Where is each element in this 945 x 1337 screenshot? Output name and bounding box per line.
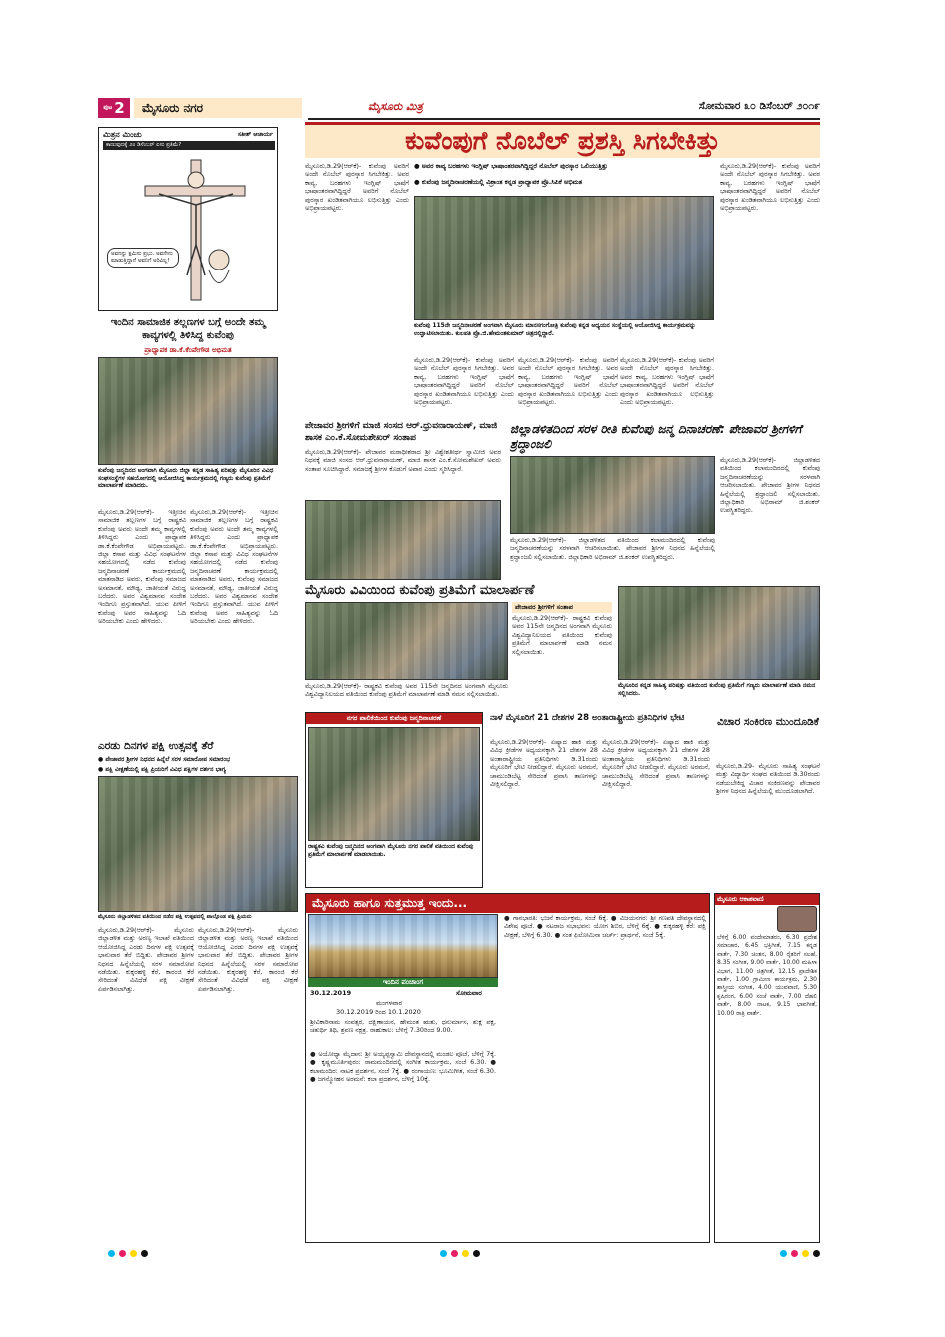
vichara-headline: ವಿಚಾರ ಸಂಕಿರಣ ಮುಂದೂಡಿಕೆ xyxy=(717,716,819,728)
uni-tag: ಪೇಜಾವರ ಶ್ರೀಗಳಿಗೆ ಸಂತಾಪ xyxy=(512,602,612,613)
cartoon-title: ಮಿತ್ರನ ಮಿಂಚು xyxy=(103,130,142,139)
palace-photo xyxy=(308,914,498,978)
main-photo xyxy=(414,196,714,320)
registration-marks-left xyxy=(108,1250,148,1257)
masthead: ಮೈಸೂರು ಮಿತ್ರ xyxy=(368,100,423,113)
radio-box xyxy=(714,893,820,1243)
registration-marks-right xyxy=(780,1250,820,1257)
page-badge xyxy=(98,98,130,118)
main-bullet-2: ● ಕುವೆಂಪು ಜನ್ಮದಿನಾಚರಣೆಯಲ್ಲಿ ವಿಶ್ರಾಂತ ಕನ್ನಡ ಪ್ರಾಧ್ಯಾಪಕ ಪ್ರೊ.ಸಿಪಿಕೆ ಅಭಿಮತ xyxy=(414,178,583,186)
yellow-dot xyxy=(462,1250,469,1257)
today-header: ಮೈಸೂರು ಹಾಗೂ ಸುತ್ತಮುತ್ತ ಇಂದು... xyxy=(306,894,709,913)
district-body-col2: ಮೈಸೂರು,ಡಿ.29(ಆರ್‌ಕೆ)- ಜಿಲ್ಲಾಡಳಿತದ ವತಿಯಿಂದ ಕಲಾಮಂದಿರದಲ್ಲಿ ಕುವೆಂಪು ಜನ್ಮದಿನಾಚರಣೆಯನ್ನು ಸರಳವಾಗಿ ಆಚರಿಸಲಾಯಿತು. ಪೇಜಾವರ ಶ್ರೀಗಳ ನಿಧನದ ಹಿನ್ನೆಲೆಯಲ್ಲಿ ಶ್ರದ್ಧಾಂಜಲಿ ಸಲ್ಲಿಸಲಾಯಿತು. ಜಿಲ್ಲಾಧಿಕಾರಿ ಅಭಿರಾಮ್ ಜಿ.ಶಂಕರ್ ಉಪಸ್ಥಿತರಿದ್ದರು. xyxy=(720,456,820,515)
page-badge-label: ಪುಟ xyxy=(103,104,113,111)
main-lead: ಮೈಸೂರು,ಡಿ.29(ಆರ್‌ಕೆ)- ಕುವೆಂಪು ಅವರಿಗೆ ಅಂದೇ ನೊಬೆಲ್ ಪುರಸ್ಕಾರ ಸಿಗಬೇಕಿತ್ತು. ಅವರ ಕಾವ್ಯ, ಬರಹಗಳು ಇಂಗ್ಲಿಷ್ ಭಾಷೆಗೆ ಭಾಷಾಂತರವಾಗಿದ್ದಿದ್ದರೆ ಅವರಿಗೆ ನೊಬೆಲ್ ಪುರಸ್ಕಾರ ಖಂಡಿತವಾಗಿಯೂ ಲಭಿಸುತ್ತಿತ್ತು ಎಂದು ಅಭಿಪ್ರಾಯಪಟ್ಟರು. xyxy=(305,162,409,213)
header-rule xyxy=(308,118,820,120)
cartoon-drawing xyxy=(99,150,277,310)
magenta-dot xyxy=(119,1250,126,1257)
intl-headline: ನಾಳೆ ಮೈಸೂರಿಗೆ 21 ದೇಶಗಳ 28 ಅಂತಾರಾಷ್ಟ್ರೀಯ ಪ್ರತಿನಿಧಿಗಳ ಭೇಟಿ xyxy=(490,713,685,723)
pejawar-headline: ಪೇಜಾವರ ಶ್ರೀಗಳಿಗೆ ಮಾಜಿ ಸಂಸದ ಆರ್.ಧ್ರುವನಾರಾಯಣ್, ಮಾಜಿ ಶಾಸಕ ಎಂ.ಕೆ.ಸೋಮಶೇಖರ್ ಸಂತಾಪ xyxy=(305,421,498,443)
district-headline: ಜಿಲ್ಲಾಡಳಿತದಿಂದ ಸರಳ ರೀತಿ ಕುವೆಂಪು ಜನ್ಮ ದಿನಾಚರಣೆ: ಪೇಜಾವರ ಶ್ರೀಗಳಿಗೆ ಶ್ರದ್ಧಾಂಜಲಿ xyxy=(510,422,802,451)
today-box xyxy=(305,893,710,1243)
uni-photo-right xyxy=(618,586,820,680)
main-body-col4: ಮೈಸೂರು,ಡಿ.29(ಆರ್‌ಕೆ)- ಕುವೆಂಪು ಅವರಿಗೆ ಅಂದೇ ನೊಬೆಲ್ ಪುರಸ್ಕಾರ ಸಿಗಬೇಕಿತ್ತು. ಅವರ ಕಾವ್ಯ, ಬರಹಗಳು ಇಂಗ್ಲಿಷ್ ಭಾಷೆಗೆ ಭಾಷಾಂತರವಾಗಿದ್ದಿದ್ದರೆ ಅವರಿಗೆ ನೊಬೆಲ್ ಪುರಸ್ಕಾರ ಖಂಡಿತವಾಗಿಯೂ ಲಭಿಸುತ್ತಿತ್ತು ಎಂದು ಅಭಿಪ್ರಾಯಪಟ್ಟರು. xyxy=(620,356,714,407)
nagar-box xyxy=(305,712,483,888)
panchanga-date: 30.12.2019 xyxy=(310,989,352,997)
nagar-box-title: ನಗರ ಪಾಲಿಕೆಯಿಂದ ಕುವೆಂಪು ಜನ್ಮದಿನಾಚರಣೆ xyxy=(306,713,482,724)
panchanga-body: ಶ್ರೀವಿಕಾರಿನಾಮ ಸಂವತ್ಸರ, ದಕ್ಷಿಣಾಯನ, ಹೇಮಂತ ಋತು, ಧನುರ್ಮಾಸ, ಶುಕ್ಲ ಪಕ್ಷ, ಚತುರ್ಥಿ ತಿಥಿ, ಶ್ರವಣ ನಕ್ಷತ್ರ. ರಾಹುಕಾಲ: ಬೆಳಿಗ್ಗೆ 7.30ರಿಂದ 9.00. xyxy=(310,1018,496,1035)
left-story-body-col2: ಮೈಸೂರು,ಡಿ.29(ಆರ್‌ಕೆ)- ಇತ್ತೀಚಿನ ಸಾಮಾಜಿಕ ತಲ್ಲಣಗಳ ಬಗ್ಗೆ ರಾಷ್ಟ್ರಕವಿ ಕುವೆಂಪು ಅವರು ಅಂದೇ ತಮ್ಮ ಕಾವ್ಯಗಳಲ್ಲಿ ತಿಳಿಸಿದ್ದರು ಎಂದು ಪ್ರಾಧ್ಯಾಪಕ ಡಾ.ಕೆ.ಕೆಂಪೇಗೌಡ ಅಭಿಪ್ರಾಯಪಟ್ಟರು. ಜಿಲ್ಲಾ ಕಸಾಪ ಮತ್ತು ವಿವಿಧ ಸಂಘಟನೆಗಳ ಸಹಯೋಗದಲ್ಲಿ ನಡೆದ ಕುವೆಂಪು ಜನ್ಮದಿನಾಚರಣೆ ಕಾರ್ಯಕ್ರಮದಲ್ಲಿ ಮಾತನಾಡಿದ ಅವರು, ಕುವೆಂಪು ಸಮಾಜದ ಅಸಮಾನತೆ, ಮೌಢ್ಯ, ಜಾತೀಯತೆ ವಿರುದ್ಧ ಬರೆದರು. ಅವರ ವಿಶ್ವಮಾನವ ಸಂದೇಶ ಇಂದಿಗೂ ಪ್ರಸ್ತುತವಾಗಿದೆ. ಯುವ ಪೀಳಿಗೆ ಕುವೆಂಪು ಅವರ ಸಾಹಿತ್ಯವನ್ನು ಓದಿ ಅರಿಯಬೇಕು ಎಂದು ಹೇಳಿದರು. xyxy=(190,508,278,626)
panchanga-weekday: ಸೋಮವಾರ xyxy=(456,989,482,997)
two-days-bullet-2: ● ಪಕ್ಷಿ ವೀಕ್ಷಣೆಯಲ್ಲಿ ಪಕ್ಷಿ ಪ್ರಿಯರಿಗೆ ವಿವಿಧ ಪಕ್ಷಿಗಳ ದರ್ಶನ ಭಾಗ್ಯ xyxy=(98,766,226,773)
uni-photo-right-caption: ಮೈಸೂರಿನ ಕನ್ನಡ ಸಾಹಿತ್ಯ ಪರಿಷತ್ತು ವತಿಯಿಂದ ಕುವೆಂಪು ಪ್ರತಿಮೆಗೆ ಗಣ್ಯರು ಮಾಲಾರ್ಪಣೆ ಮಾಡಿ ನಮನ ಸಲ್ಲಿಸಿದರು. xyxy=(618,682,816,697)
two-days-body: ಮೈಸೂರು,ಡಿ.29(ಆರ್‌ಕೆ)- ಮೈಸೂರು ಜಿಲ್ಲಾಡಳಿತ ಮತ್ತು ಅರಣ್ಯ ಇಲಾಖೆ ವತಿಯಿಂದ ಆಯೋಜಿಸಿದ್ದ ಎರಡು ದಿನಗಳ ಪಕ್ಷಿ ಉತ್ಸವಕ್ಕೆ ಭಾನುವಾರ ತೆರೆ ಬಿದ್ದಿತು. ಪೇಜಾವರ ಶ್ರೀಗಳ ನಿಧನದ ಹಿನ್ನೆಲೆಯಲ್ಲಿ ಸರಳ ಸಮಾರೋಪ ನಡೆಯಿತು. ಕುಕ್ಕರಹಳ್ಳಿ ಕೆರೆ, ಕಾರಂಜಿ ಕೆರೆ ಸೇರಿದಂತೆ ವಿವಿಧೆಡೆ ಪಕ್ಷಿ ವೀಕ್ಷಣೆ ಏರ್ಪಡಿಸಲಾಗಿತ್ತು. xyxy=(98,926,194,993)
left-story-photo-caption: ಕುವೆಂಪು ಜನ್ಮದಿನದ ಅಂಗವಾಗಿ ಮೈಸೂರು ಜಿಲ್ಲಾ ಕನ್ನಡ ಸಾಹಿತ್ಯ ಪರಿಷತ್ತು ಮೈಸೂರಿನ ವಿವಿಧ ಸಂಘಸಂಸ್ಥೆಗಳ ಸಹಯೋಗದಲ್ಲಿ ಆಯೋಜಿಸಿದ್ದ ಕಾರ್ಯಕ್ರಮದಲ್ಲಿ ಗಣ್ಯರು ಕುವೆಂಪು ಪ್ರತಿಮೆಗೆ ಮಾಲಾರ್ಪಣೆ ಮಾಡಿದರು. xyxy=(98,467,274,489)
two-days-bullet-1: ● ಪೇಜಾವರ ಶ್ರೀಗಳ ನಿಧನದ ಹಿನ್ನೆಲೆ ಸರಳ ಸಮಾರೋಪ ಸಮಾರಂಭ xyxy=(98,756,231,763)
cartoon-speech: ಅವನನ್ನು ಕ್ಷಮಿಸು ಪ್ರಭು. ಅವನೇನು ಮಾಡುತ್ತಿದ್ದಾನೆ ಅವನಿಗೆ ಅರಿವಿಲ್ಲ! xyxy=(107,248,179,268)
section-title: ಮೈಸೂರು ನಗರ xyxy=(134,98,302,118)
two-days-headline: ಎರಡು ದಿನಗಳ ಪಕ್ಷಿ ಉತ್ಸವಕ್ಕೆ ತೆರೆ xyxy=(98,740,214,752)
main-body-col3: ಮೈಸೂರು,ಡಿ.29(ಆರ್‌ಕೆ)- ಕುವೆಂಪು ಅವರಿಗೆ ಅಂದೇ ನೊಬೆಲ್ ಪುರಸ್ಕಾರ ಸಿಗಬೇಕಿತ್ತು. ಅವರ ಕಾವ್ಯ, ಬರಹಗಳು ಇಂಗ್ಲಿಷ್ ಭಾಷೆಗೆ ಭಾಷಾಂತರವಾಗಿದ್ದಿದ್ದರೆ ಅವರಿಗೆ ನೊಬೆಲ್ ಪುರಸ್ಕಾರ ಖಂಡಿತವಾಗಿಯೂ ಲಭಿಸುತ್ತಿತ್ತು ಎಂದು ಅಭಿಪ್ರಾಯಪಟ್ಟರು. xyxy=(518,356,618,407)
two-days-photo xyxy=(98,776,298,912)
cartoon-caption: ಕಾಣುವುದಕ್ಕೆ ೨೮ ಡಿಸೆಂಬರ್ ಏಸು ಪ್ರತಿಮೆ? xyxy=(103,141,275,150)
main-body-col5: ಮೈಸೂರು,ಡಿ.29(ಆರ್‌ಕೆ)- ಕುವೆಂಪು ಅವರಿಗೆ ಅಂದೇ ನೊಬೆಲ್ ಪುರಸ್ಕಾರ ಸಿಗಬೇಕಿತ್ತು. ಅವರ ಕಾವ್ಯ, ಬರಹಗಳು ಇಂಗ್ಲಿಷ್ ಭಾಷೆಗೆ ಭಾಷಾಂತರವಾಗಿದ್ದಿದ್ದರೆ ಅವರಿಗೆ ನೊಬೆಲ್ ಪುರಸ್ಕಾರ ಖಂಡಿತವಾಗಿಯೂ ಲಭಿಸುತ್ತಿತ್ತು ಎಂದು ಅಭಿಪ್ರಾಯಪಟ್ಟರು. xyxy=(720,162,820,213)
two-days-body-col2: ಮೈಸೂರು,ಡಿ.29(ಆರ್‌ಕೆ)- ಮೈಸೂರು ಜಿಲ್ಲಾಡಳಿತ ಮತ್ತು ಅರಣ್ಯ ಇಲಾಖೆ ವತಿಯಿಂದ ಆಯೋಜಿಸಿದ್ದ ಎರಡು ದಿನಗಳ ಪಕ್ಷಿ ಉತ್ಸವಕ್ಕೆ ಭಾನುವಾರ ತೆರೆ ಬಿದ್ದಿತು. ಪೇಜಾವರ ಶ್ರೀಗಳ ನಿಧನದ ಹಿನ್ನೆಲೆಯಲ್ಲಿ ಸರಳ ಸಮಾರೋಪ ನಡೆಯಿತು. ಕುಕ್ಕರಹಳ್ಳಿ ಕೆರೆ, ಕಾರಂಜಿ ಕೆರೆ ಸೇರಿದಂತೆ ವಿವಿಧೆಡೆ ಪಕ್ಷಿ ವೀಕ್ಷಣೆ ಏರ್ಪಡಿಸಲಾಗಿತ್ತು. xyxy=(198,926,298,993)
page-header xyxy=(98,96,820,120)
radio-icon xyxy=(777,906,817,932)
left-story-headline: ಇಂದಿನ ಸಾಮಾಜಿಕ ತಲ್ಲಣಗಳ ಬಗ್ಗೆ ಅಂದೇ ತಮ್ಮ ಕಾವ್ಯಗಳಲ್ಲಿ ತಿಳಿಸಿದ್ದ ಕುವೆಂಪು xyxy=(110,317,266,341)
district-body: ಮೈಸೂರು,ಡಿ.29(ಆರ್‌ಕೆ)- ಜಿಲ್ಲಾಡಳಿತದ ವತಿಯಿಂದ ಕಲಾಮಂದಿರದಲ್ಲಿ ಕುವೆಂಪು ಜನ್ಮದಿನಾಚರಣೆಯನ್ನು ಸರಳವಾಗಿ ಆಚರಿಸಲಾಯಿತು. ಪೇಜಾವರ ಶ್ರೀಗಳ ನಿಧನದ ಹಿನ್ನೆಲೆಯಲ್ಲಿ ಶ್ರದ್ಧಾಂಜಲಿ ಸಲ್ಲಿಸಲಾಯಿತು. ಜಿಲ್ಲಾಧಿಕಾರಿ ಅಭಿರಾಮ್ ಜಿ.ಶಂಕರ್ ಉಪಸ್ಥಿತರಿದ್ದರು. xyxy=(510,536,715,561)
yellow-dot xyxy=(802,1250,809,1257)
page-number: 2 xyxy=(114,99,125,117)
yellow-dot xyxy=(130,1250,137,1257)
registration-marks-center xyxy=(440,1250,480,1257)
magenta-dot xyxy=(451,1250,458,1257)
main-bullet-1: ● ಅವರ ಕಾವ್ಯ ಬರಹಗಳು ಇಂಗ್ಲಿಷ್ ಭಾಷಾಂತರವಾಗಿದ್ದಿದ್ದರೆ ನೊಬೆಲ್ ಪುರಸ್ಕಾರ ಒಲಿಯುತ್ತಿತ್ತು xyxy=(414,162,608,170)
pejawar-body: ಮೈಸೂರು,ಡಿ.29(ಆರ್‌ಕೆ)- ಪೇಜಾವರ ಮಠಾಧೀಶರಾದ ಶ್ರೀ ವಿಶ್ವೇಶತೀರ್ಥ ಸ್ವಾಮೀಜಿ ಅವರ ನಿಧನಕ್ಕೆ ಮಾಜಿ ಸಂಸದ ಆರ್.ಧ್ರುವನಾರಾಯಣ್, ಮಾಜಿ ಶಾಸಕ ಎಂ.ಕೆ.ಸೋಮಶೇಖರ್ ಅವರು ಸಂತಾಪ ಸೂಚಿಸಿದ್ದಾರೆ. ಸಮಾಜಕ್ಕೆ ಶ್ರೀಗಳ ಕೊಡುಗೆ ಅಪಾರ ಎಂದು ಸ್ಮರಿಸಿದ್ದಾರೆ. xyxy=(305,448,501,473)
radio-title: ಮೈಸೂರು ಆಕಾಶವಾಣಿ xyxy=(715,894,819,905)
panchanga-range: 30.12.2019 ರಿಂದ 10.1.2020 xyxy=(336,1008,421,1016)
main-headline: ಕುವೆಂಪುಗೆ ನೊಬೆಲ್ ಪ್ರಶಸ್ತಿ ಸಿಗಬೇಕಿತ್ತು xyxy=(305,122,820,158)
two-days-photo-caption: ಮೈಸೂರು ಜಿಲ್ಲಾಡಳಿತದ ವತಿಯಿಂದ ನಡೆದ ಪಕ್ಷಿ ಉತ್ಸವದಲ್ಲಿ ಪಾಲ್ಗೊಂಡ ಪಕ್ಷಿ ಪ್ರಿಯರು xyxy=(98,914,252,920)
nagar-photo-caption: ರಾಷ್ಟ್ರಕವಿ ಕುವೆಂಪು ಜನ್ಮದಿನದ ಅಂಗವಾಗಿ ಮೈಸೂರು ನಗರ ಪಾಲಿಕೆ ವತಿಯಿಂದ ಕುವೆಂಪು ಪ್ರತಿಮೆಗೆ ಮಾಲಾರ್ಪಣೆ ಮಾಡಲಾಯಿತು. xyxy=(308,843,474,858)
intl-body-col2: ಮೈಸೂರು,ಡಿ.29(ಆರ್‌ಕೆ)- ಏಷ್ಯಾದ ಹಾಕಿ ಮತ್ತು ವಿವಿಧ ಕ್ರೀಡೆಗಳ ಅಧ್ಯಯನಕ್ಕಾಗಿ 21 ದೇಶಗಳ 28 ಅಂತಾರಾಷ್ಟ್ರೀಯ ಪ್ರತಿನಿಧಿಗಳು ಡಿ.31ರಂದು ಮೈಸೂರಿಗೆ ಭೇಟಿ ನೀಡಲಿದ್ದಾರೆ. ಮೈಸೂರು ಅರಮನೆ, ಚಾಮುಂಡಿಬೆಟ್ಟ ಸೇರಿದಂತೆ ಪ್ರವಾಸಿ ತಾಣಗಳನ್ನು ವೀಕ್ಷಿಸಲಿದ್ದಾರೆ. xyxy=(602,738,710,789)
cartoon-box xyxy=(98,127,278,311)
cartoon-author: ಸತೀಶ್ ಆಚಾರ್ಯ xyxy=(237,131,273,138)
main-photo-caption: ಕುವೆಂಪು 115ನೇ ಜನ್ಮದಿನಾಚರಣೆ ಅಂಗವಾಗಿ ಮೈಸೂರು ಮಾನಸಗಂಗೋತ್ರಿ ಕುವೆಂಪು ಕನ್ನಡ ಅಧ್ಯಯನ ಸಂಸ್ಥೆಯಲ್ಲಿ ಆಯೋಜಿಸಿದ್ದ ಕಾರ್ಯಕ್ರಮವನ್ನು ಉದ್ಘಾಟಿಸಲಾಯಿತು. ಕುಲಪತಿ ಪ್ರೊ.ಜಿ.ಹೇಮಂತಕುಮಾರ್ ಚಿತ್ರದಲ್ಲಿದ್ದಾರೆ. xyxy=(414,322,696,337)
main-body-col2: ಮೈಸೂರು,ಡಿ.29(ಆರ್‌ಕೆ)- ಕುವೆಂಪು ಅವರಿಗೆ ಅಂದೇ ನೊಬೆಲ್ ಪುರಸ್ಕಾರ ಸಿಗಬೇಕಿತ್ತು. ಅವರ ಕಾವ್ಯ, ಬರಹಗಳು ಇಂಗ್ಲಿಷ್ ಭಾಷೆಗೆ ಭಾಷಾಂತರವಾಗಿದ್ದಿದ್ದರೆ ಅವರಿಗೆ ನೊಬೆಲ್ ಪುರಸ್ಕಾರ ಖಂಡಿತವಾಗಿಯೂ ಲಭಿಸುತ್ತಿತ್ತು ಎಂದು ಅಭಿಪ್ರಾಯಪಟ್ಟರು. xyxy=(414,356,514,407)
vichara-body: ಮೈಸೂರು,ಡಿ.29- ಮೈಸೂರು ಸಾಹಿತ್ಯ ಸಂಘಟನೆ ಮತ್ತು ವಿದ್ಯಾರ್ಥಿ ಸಂಘದ ವತಿಯಿಂದ ಡಿ.30ರಂದು ನಡೆಯಬೇಕಿದ್ದ ವಿಚಾರ ಸಂಕಿರಣವನ್ನು ಪೇಜಾವರ ಶ್ರೀಗಳ ನಿಧನದ ಹಿನ್ನೆಲೆಯಲ್ಲಿ ಮುಂದೂಡಲಾಗಿದೆ. xyxy=(716,762,820,796)
events-col-2: ● ಗಾನಭಾರತಿ: ಭಜನೆ ಕಾರ್ಯಕ್ರಮ, ಸಂಜೆ 6ಕ್ಕೆ. ● ವಿಜಯನಗರ: ಶ್ರೀ ಗಣಪತಿ ದೇವಸ್ಥಾನದಲ್ಲಿ ವಿಶೇಷ ಪೂಜೆ. ● ನಟರಾಜ ಸಭಾಭವನ: ಯೋಗ ಶಿಬಿರ, ಬೆಳಿಗ್ಗೆ 6ಕ್ಕೆ. ● ಕುಕ್ಕರಹಳ್ಳಿ ಕೆರೆ: ಪಕ್ಷಿ ವೀಕ್ಷಣೆ, ಬೆಳಿಗ್ಗೆ 6.30. ● ಸಂತ ಫಿಲೋಮಿನಾ ಚರ್ಚ್: ಪ್ರಾರ್ಥನೆ, ಸಂಜೆ 5ಕ್ಕೆ. xyxy=(504,914,706,939)
cyan-dot xyxy=(440,1250,447,1257)
uni-photo xyxy=(305,602,508,680)
panchanga-title: ಇಂದಿನ ಪಂಚಾಂಗ xyxy=(308,978,498,987)
black-dot xyxy=(473,1250,480,1257)
left-story-photo xyxy=(98,357,278,465)
district-photo xyxy=(510,456,715,534)
black-dot xyxy=(813,1250,820,1257)
uni-headline: ಮೈಸೂರು ವಿವಿಯಿಂದ ಕುವೆಂಪು ಪ್ರತಿಮೆಗೆ ಮಾಲಾರ್ಪಣೆ xyxy=(305,583,535,598)
issue-date: ಸೋಮವಾರ ೩೦ ಡಿಸೆಂಬರ್ ೨೦೧೯ xyxy=(698,100,820,112)
pejawar-photo xyxy=(305,500,501,580)
left-story-body: ಮೈಸೂರು,ಡಿ.29(ಆರ್‌ಕೆ)- ಇತ್ತೀಚಿನ ಸಾಮಾಜಿಕ ತಲ್ಲಣಗಳ ಬಗ್ಗೆ ರಾಷ್ಟ್ರಕವಿ ಕುವೆಂಪು ಅವರು ಅಂದೇ ತಮ್ಮ ಕಾವ್ಯಗಳಲ್ಲಿ ತಿಳಿಸಿದ್ದರು ಎಂದು ಪ್ರಾಧ್ಯಾಪಕ ಡಾ.ಕೆ.ಕೆಂಪೇಗೌಡ ಅಭಿಪ್ರಾಯಪಟ್ಟರು. ಜಿಲ್ಲಾ ಕಸಾಪ ಮತ್ತು ವಿವಿಧ ಸಂಘಟನೆಗಳ ಸಹಯೋಗದಲ್ಲಿ ನಡೆದ ಕುವೆಂಪು ಜನ್ಮದಿನಾಚರಣೆ ಕಾರ್ಯಕ್ರಮದಲ್ಲಿ ಮಾತನಾಡಿದ ಅವರು, ಕುವೆಂಪು ಸಮಾಜದ ಅಸಮಾನತೆ, ಮೌಢ್ಯ, ಜಾತೀಯತೆ ವಿರುದ್ಧ ಬರೆದರು. ಅವರ ವಿಶ್ವಮಾನವ ಸಂದೇಶ ಇಂದಿಗೂ ಪ್ರಸ್ತುತವಾಗಿದೆ. ಯುವ ಪೀಳಿಗೆ ಕುವೆಂಪು ಅವರ ಸಾಹಿತ್ಯವನ್ನು ಓದಿ ಅರಿಯಬೇಕು ಎಂದು ಹೇಳಿದರು. xyxy=(98,508,186,626)
magenta-dot xyxy=(791,1250,798,1257)
nagar-photo xyxy=(308,727,480,841)
left-story-subhead: ಪ್ರಾಧ್ಯಾಪಕ ಡಾ.ಕೆ.ಕೆಂಪೇಗೌಡ ಅಭಿಮತ xyxy=(144,346,232,354)
cyan-dot xyxy=(108,1250,115,1257)
cyan-dot xyxy=(780,1250,787,1257)
panchanga-nakshatra: ಮಂಗಳವಾರ xyxy=(376,999,403,1007)
intl-body: ಮೈಸೂರು,ಡಿ.29(ಆರ್‌ಕೆ)- ಏಷ್ಯಾದ ಹಾಕಿ ಮತ್ತು ವಿವಿಧ ಕ್ರೀಡೆಗಳ ಅಧ್ಯಯನಕ್ಕಾಗಿ 21 ದೇಶಗಳ 28 ಅಂತಾರಾಷ್ಟ್ರೀಯ ಪ್ರತಿನಿಧಿಗಳು ಡಿ.31ರಂದು ಮೈಸೂರಿಗೆ ಭೇಟಿ ನೀಡಲಿದ್ದಾರೆ. ಮೈಸೂರು ಅರಮನೆ, ಚಾಮುಂಡಿಬೆಟ್ಟ ಸೇರಿದಂತೆ ಪ್ರವಾಸಿ ತಾಣಗಳನ್ನು ವೀಕ್ಷಿಸಲಿದ್ದಾರೆ. xyxy=(490,738,598,789)
radio-body: ಬೆಳಿಗ್ಗೆ 6.00 ವಂದೇಮಾತರಂ, 6.30 ಪ್ರದೇಶ ಸಮಾಚಾರ, 6.45 ಭಕ್ತಿಗೀತೆ, 7.15 ಕನ್ನಡ ವಾರ್ತೆ, 7.30 ಚಿಂತನ, 8.00 ರೈತರಿಗೆ ಸಲಹೆ, 8.35 ಸಂಗೀತ, 9.00 ವಾರ್ತೆ, 10.00 ಮಹಿಳಾ ವಿಭಾಗ, 11.00 ಚಿತ್ರಗೀತೆ, 12.15 ಪ್ರಾದೇಶಿಕ ವಾರ್ತೆ, 1.00 ಗ್ರಾಮೀಣ ಕಾರ್ಯಕ್ರಮ, 2.30 ಶಾಸ್ತ್ರೀಯ ಸಂಗೀತ, 4.00 ಯುವವಾಣಿ, 5.30 ಕೃಷಿರಂಗ, 6.00 ಸಂಜೆ ವಾರ್ತೆ, 7.00 ದೆಹಲಿ ವಾರ್ತೆ, 8.00 ನಾಟಕ, 9.15 ಭಾವಗೀತೆ, 10.00 ರಾತ್ರಿ ವಾರ್ತೆ. xyxy=(717,934,817,1017)
uni-body: ಮೈಸೂರು,ಡಿ.29(ಆರ್‌ಕೆ)- ರಾಷ್ಟ್ರಕವಿ ಕುವೆಂಪು ಅವರ 115ನೇ ಜನ್ಮದಿನದ ಅಂಗವಾಗಿ ಮೈಸೂರು ವಿಶ್ವವಿದ್ಯಾನಿಲಯದ ವತಿಯಿಂದ ಕುವೆಂಪು ಪ್ರತಿಮೆಗೆ ಮಾಲಾರ್ಪಣೆ ಮಾಡಿ ನಮನ ಸಲ್ಲಿಸಲಾಯಿತು. xyxy=(512,614,612,656)
black-dot xyxy=(141,1250,148,1257)
events-col-1: ● ಅಯೋಧ್ಯಾ ಮೈದಾನ: ಶ್ರೀ ಅಯ್ಯಪ್ಪಸ್ವಾಮಿ ದೇವಸ್ಥಾನದಲ್ಲಿ ಮಂಡಲ ಪೂಜೆ, ಬೆಳಿಗ್ಗೆ 7ಕ್ಕೆ. ● ಕೃಷ್ಣಮೂರ್ತಿಪುರಂ: ರಾಮಮಂದಿರದಲ್ಲಿ ಸಂಗೀತ ಕಾರ್ಯಕ್ರಮ, ಸಂಜೆ 6.30. ● ಕಲಾಮಂದಿರ: ನಾಟಕ ಪ್ರದರ್ಶನ, ಸಂಜೆ 7ಕ್ಕೆ. ● ರಂಗಾಯಣ: ಭೂಮಿಗೀತ, ಸಂಜೆ 6.30. ● ಜಗನ್ಮೋಹನ ಅರಮನೆ: ಕಲಾ ಪ್ರದರ್ಶನ, ಬೆಳಿಗ್ಗೆ 10ಕ್ಕೆ. xyxy=(310,1050,496,1084)
uni-body-main: ಮೈಸೂರು,ಡಿ.29(ಆರ್‌ಕೆ)- ರಾಷ್ಟ್ರಕವಿ ಕುವೆಂಪು ಅವರ 115ನೇ ಜನ್ಮದಿನದ ಅಂಗವಾಗಿ ಮೈಸೂರು ವಿಶ್ವವಿದ್ಯಾನಿಲಯದ ವತಿಯಿಂದ ಕುವೆಂಪು ಪ್ರತಿಮೆಗೆ ಮಾಲಾರ್ಪಣೆ ಮಾಡಿ ನಮನ ಸಲ್ಲಿಸಲಾಯಿತು. xyxy=(305,682,508,699)
